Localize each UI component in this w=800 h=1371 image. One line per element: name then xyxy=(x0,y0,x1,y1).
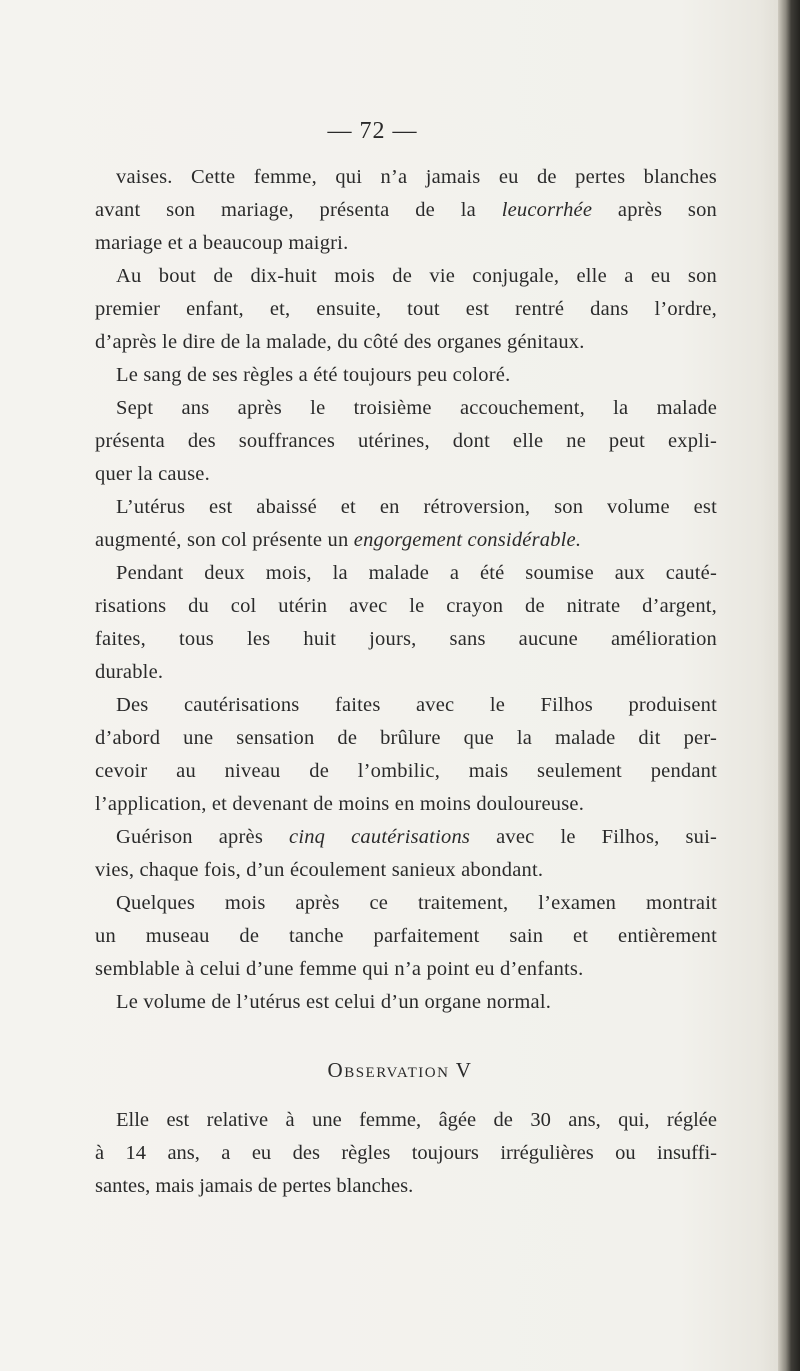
text-line: Des cautérisations faites avec le Filhos produisent xyxy=(116,694,717,716)
text-run: Guérison après xyxy=(116,826,290,848)
text-run: augmenté, son col présente un xyxy=(95,529,354,551)
text-line xyxy=(95,194,717,227)
observation-heading xyxy=(0,1058,800,1083)
text-line: Au bout de dix-huit mois de vie conjugale, elle a eu son xyxy=(116,265,717,287)
text-line: d’abord une sensation de brûlure que la malade dit per- xyxy=(95,727,717,749)
italic-text: cinq cautérisations xyxy=(289,826,471,848)
text-line: vies, chaque fois, d’un écoulement sanieux abondant. xyxy=(95,859,544,881)
body-text xyxy=(95,161,717,1019)
text-line: d’après le dire de la malade, du côté des organes génitaux. xyxy=(95,331,585,353)
text-line: faites, tous les huit jours, sans aucune amélioration xyxy=(95,628,717,650)
text-line: semblable à celui d’une femme qui n’a point eu d’enfants. xyxy=(95,958,584,980)
text-line: mariage et a beaucoup maigri. xyxy=(95,232,349,254)
paragraph xyxy=(95,359,717,392)
text-line: Elle est relative à une femme, âgée de 30 ans, qui, réglée xyxy=(116,1109,717,1131)
paragraph xyxy=(95,1104,717,1203)
text-line: Le volume de l’utérus est celui d’un organe normal. xyxy=(116,991,552,1013)
text-line: quer la cause. xyxy=(95,463,210,485)
paragraph xyxy=(95,689,717,821)
paragraph xyxy=(95,161,717,260)
text-line: premier enfant, et, ensuite, tout est rentré dans l’ordre, xyxy=(95,298,717,320)
italic-text: engorgement considérable. xyxy=(353,529,582,551)
text-line xyxy=(95,524,717,557)
paragraph xyxy=(95,821,717,887)
text-line: Pendant deux mois, la malade a été soumise aux cauté- xyxy=(116,562,717,584)
observation-text xyxy=(95,1104,717,1203)
text-line: l’application, et devenant de moins en moins douloureuse. xyxy=(95,793,585,815)
text-line: à 14 ans, a eu des règles toujours irrégulières ou insuffi- xyxy=(95,1142,717,1164)
observation-heading-text: Observation V xyxy=(327,1058,473,1082)
text-line: durable. xyxy=(95,661,164,683)
text-line xyxy=(95,821,717,854)
text-line: Le sang de ses règles a été toujours peu coloré. xyxy=(116,364,511,386)
page-number: — 72 — xyxy=(327,118,418,144)
text-line: L’utérus est abaissé et en rétroversion, son volume est xyxy=(116,496,717,518)
paragraph xyxy=(95,392,717,491)
paragraph xyxy=(95,491,717,557)
text-line: Sept ans après le troisième accouchement, la malade xyxy=(116,397,717,419)
text-line: risations du col utérin avec le crayon de nitrate d’argent, xyxy=(95,595,717,617)
text-line: un museau de tanche parfaitement sain et entièrement xyxy=(95,925,717,947)
text-line: santes, mais jamais de pertes blanches. xyxy=(95,1175,414,1197)
text-run: avec le Filhos, sui- xyxy=(470,826,718,848)
text-run: après son xyxy=(592,199,717,221)
italic-text: leucorrhée xyxy=(501,199,593,221)
text-run: avant son mariage, présenta de la xyxy=(95,199,502,221)
paragraph xyxy=(95,260,717,359)
paragraph xyxy=(95,887,717,986)
text-line: vaises. Cette femme, qui n’a jamais eu de pertes blanches xyxy=(116,166,717,188)
paragraph xyxy=(95,986,717,1019)
text-line: présenta des souffrances utérines, dont elle ne peut expli- xyxy=(95,430,717,452)
book-binding-edge xyxy=(778,0,800,1371)
paragraph xyxy=(95,557,717,689)
text-line: cevoir au niveau de l’ombilic, mais seulement pendant xyxy=(95,760,717,782)
text-line: Quelques mois après ce traitement, l’examen montrait xyxy=(116,892,717,914)
